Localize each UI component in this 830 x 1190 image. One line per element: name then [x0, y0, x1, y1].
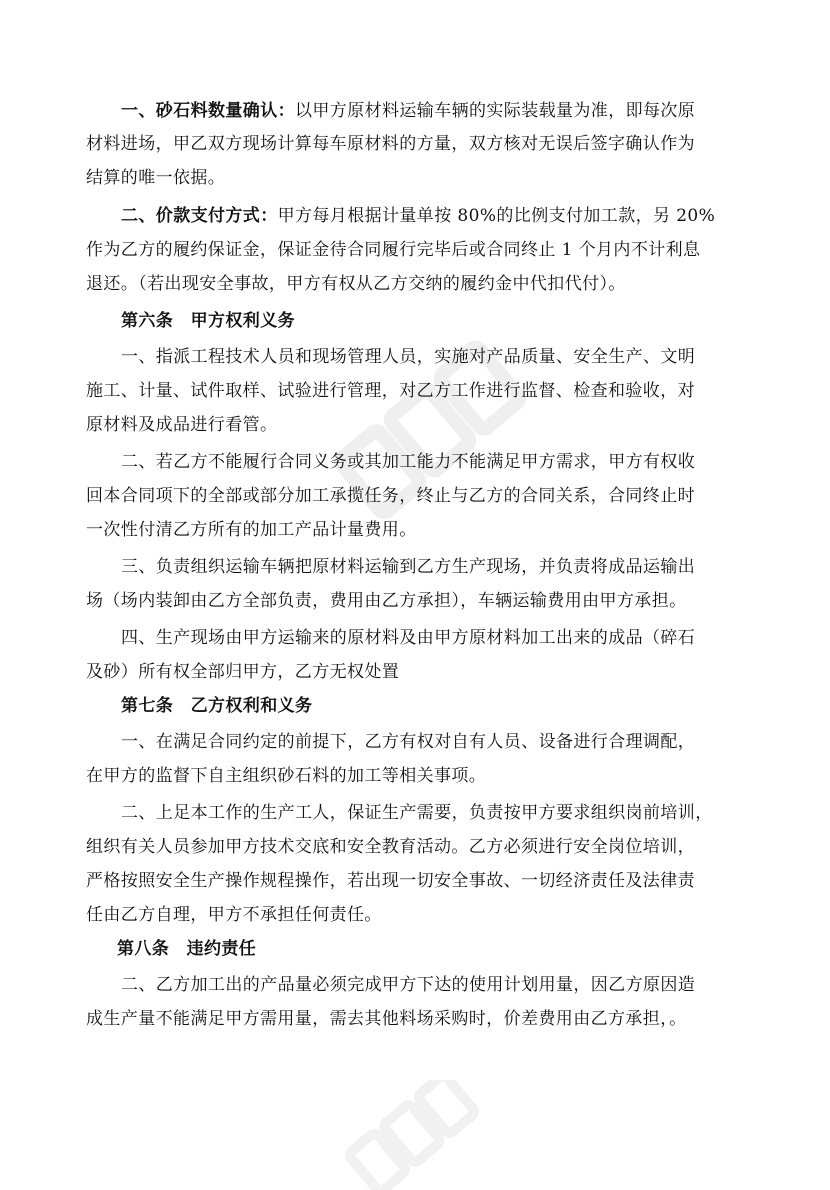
article-6-title: 第六条 甲方权利义务	[121, 311, 295, 331]
art6-p1-line-1: 一、指派工程技术人员和现场管理人员，实施对产品质量、安全生产、文明	[121, 347, 696, 367]
qty-text: 以甲方原材料运输车辆的实际装载量为准，即每次原	[295, 101, 696, 121]
art7-p2-line-2: 组织有关人员参加甲方技术交底和安全教育活动。乙方必须进行安全岗位培训，	[86, 837, 695, 857]
art6-p4-line-2: 及砂）所有权全部归甲方，乙方无权处置	[86, 662, 400, 682]
article-7-title: 第七条 乙方权利和义务	[121, 696, 313, 716]
art8-p1-line-2: 成生产量不能满足甲方需用量，需去其他料场采购时，价差费用由乙方承担，。	[86, 1009, 687, 1029]
art6-p4-line-1: 四、生产现场由甲方运输来的原材料及由甲方原材料加工出来的成品（碎石	[121, 628, 696, 648]
art6-p3-line-2: 场（场内装卸由乙方全部负责，费用由乙方承担），车辆运输费用由甲方承担。	[86, 591, 687, 611]
pay-line-3: 退还。（若出现安全事故，甲方有权从乙方交纳的履约金中代扣代付）。	[86, 274, 626, 294]
art6-p3-line-1: 三、负责组织运输车辆把原材料运输到乙方生产现场，并负责将成品运输出	[121, 557, 696, 577]
pay-line-2: 作为乙方的履约保证金，保证金待合同履行完毕后或合同终止 1 个月内不计利息	[86, 240, 701, 260]
article-8-title: 第八条 违约责任	[117, 939, 257, 959]
art7-p2-line-1: 二、上足本工作的生产工人，保证生产需要，负责按甲方要求组织岗前培训，	[121, 803, 713, 823]
pay-heading: 二、价款支付方式：	[121, 206, 278, 226]
art7-p1-line-1: 一、在满足合同约定的前提下，乙方有权对自有人员、设备进行合理调配，	[121, 732, 696, 752]
pay-line-1	[0, 204, 715, 228]
qty-line-1	[0, 99, 695, 123]
art6-p2-line-2: 回本合同项下的全部或部分加工承揽任务，终止与乙方的合同关系，合同终止时	[86, 486, 695, 506]
art6-p2-line-3: 一次性付清乙方所有的加工产品计量费用。	[86, 520, 417, 540]
art8-p1-line-1: 二、乙方加工出的产品量必须完成甲方下达的使用计划用量，因乙方原因造	[121, 975, 696, 995]
qty-line-3: 结算的唯一依据。	[86, 168, 226, 188]
art6-p1-line-3: 原材料及成品进行看管。	[86, 415, 278, 435]
art6-p1-line-2: 施工、计量、试件取样、试验进行管理，对乙方工作进行监督、检查和验收，对	[86, 381, 695, 401]
art7-p1-line-2: 在甲方的监督下自主组织砂石料的加工等相关事项。	[86, 766, 487, 786]
qty-heading: 一、砂石料数量确认：	[121, 101, 295, 121]
pay-text: 甲方每月根据计量单按 80%的比例支付加工款，另 20%	[277, 206, 716, 226]
art6-p2-line-1: 二、若乙方不能履行合同义务或其加工能力不能满足甲方需求，甲方有权收	[121, 452, 696, 472]
art7-p2-line-4: 任由乙方自理，甲方不承担任何责任。	[86, 905, 382, 925]
qty-line-2: 材料进场，甲乙双方现场计算每车原材料的方量，双方核对无误后签字确认作为	[86, 134, 695, 154]
art7-p2-line-3: 严格按照安全生产操作规程操作，若出现一切安全事故、一切经济责任及法律责	[86, 871, 695, 891]
